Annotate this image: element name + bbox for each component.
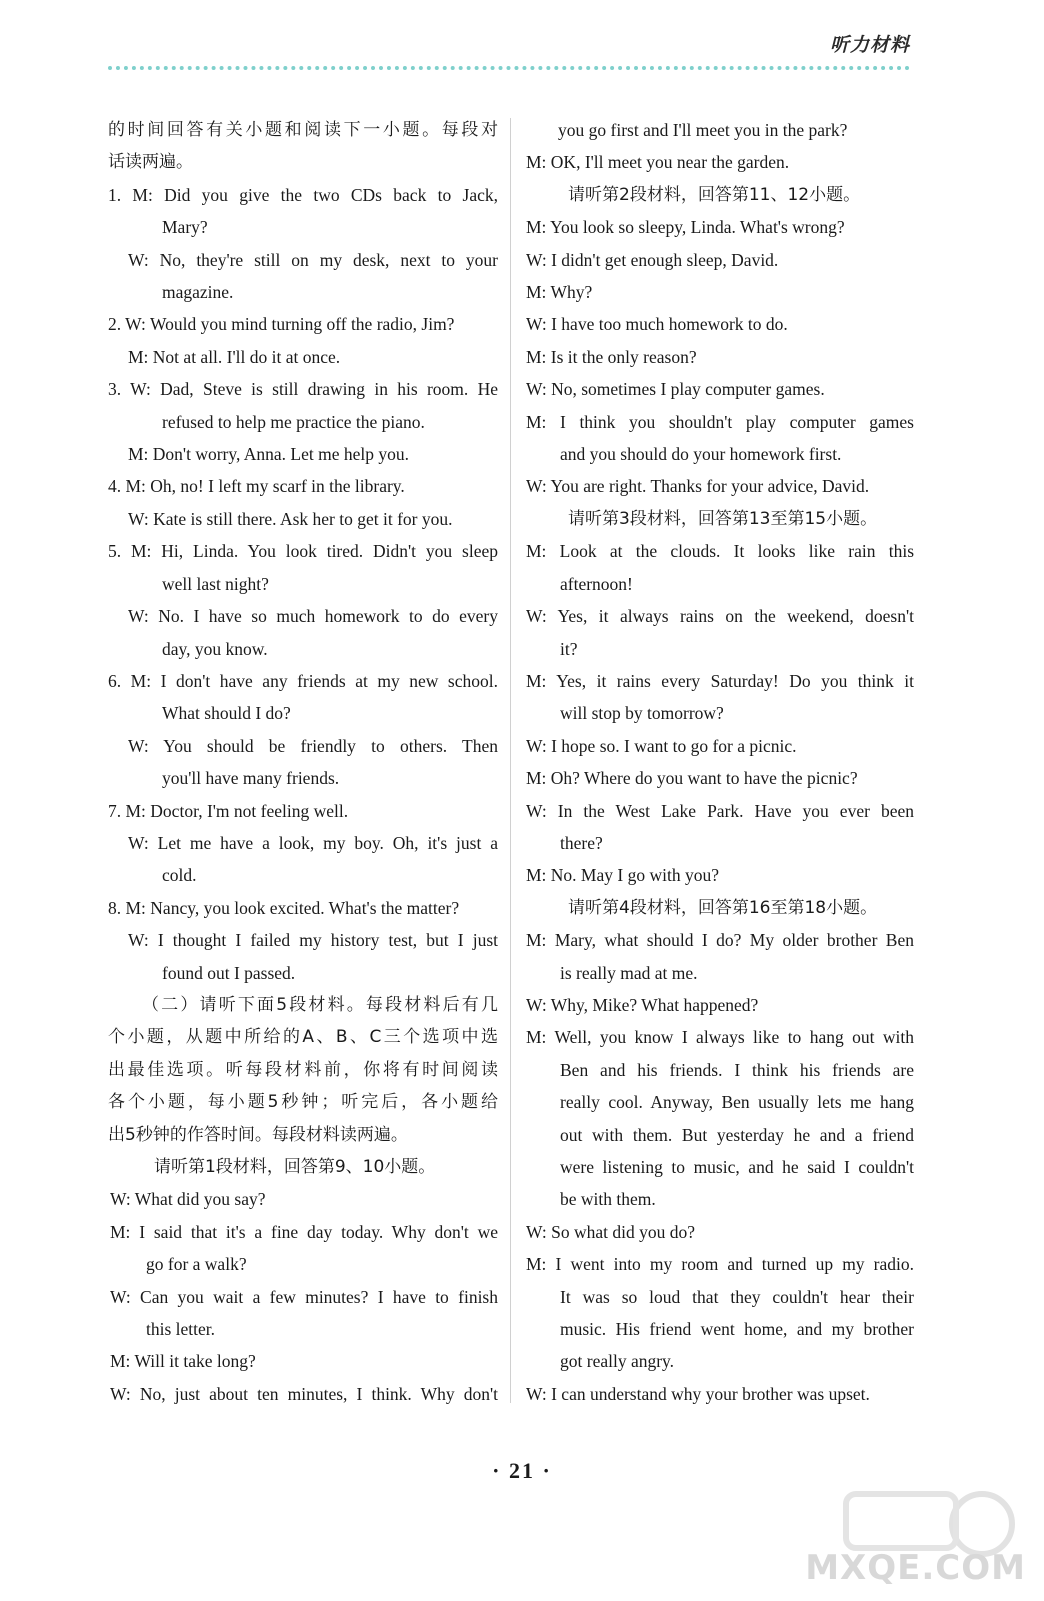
left-column-line: W: I thought I failed my history test, but I just bbox=[128, 930, 498, 951]
left-column-line: W: No, they're still on my desk, next to your bbox=[128, 249, 498, 270]
right-column-line: it? bbox=[560, 638, 578, 659]
right-column-line: got really angry. bbox=[560, 1351, 675, 1372]
left-column-line: 的时间回答有关小题和阅读下一小题。每段对 bbox=[108, 120, 498, 140]
right-column-line: M: Oh? Where do you want to have the picnic? bbox=[526, 768, 858, 789]
left-column-line: W: Let me have a look, my boy. Oh, it's just a bbox=[128, 832, 498, 853]
left-column-line: 出5秒钟的作答时间。每段材料读两遍。 bbox=[108, 1124, 408, 1145]
right-column-line: M: Look at the clouds. It looks like rain this bbox=[526, 541, 914, 562]
right-column-line: 请听第2段材料，回答第11、12小题。 bbox=[568, 184, 861, 205]
right-column-line: W: I can understand why your brother was upset. bbox=[526, 1383, 870, 1404]
right-column-line: 请听第3段材料，回答第13至第15小题。 bbox=[568, 508, 878, 529]
right-column-line: M: Is it the only reason? bbox=[526, 346, 697, 367]
left-column-line: this letter. bbox=[146, 1319, 216, 1340]
left-column-line: 6. M: I don't have any friends at my new school. bbox=[108, 670, 498, 691]
right-column-line: M: I went into my room and turned up my radio. bbox=[526, 1254, 914, 1275]
left-column-line: found out I passed. bbox=[162, 962, 296, 983]
right-column-line: you go first and I'll meet you in the park? bbox=[558, 120, 848, 140]
right-column-line: really cool. Anyway, Ben usually lets me hang bbox=[560, 1092, 914, 1113]
left-column-line: 4. M: Oh, no! I left my scarf in the library. bbox=[108, 476, 405, 497]
right-column-line: will stop by tomorrow? bbox=[560, 703, 724, 724]
left-column-line: W: No. I have so much homework to do every bbox=[128, 606, 498, 627]
left-column-line: 3. W: Dad, Steve is still drawing in his room. He bbox=[108, 379, 498, 400]
right-column-line: W: I didn't get enough sleep, David. bbox=[526, 249, 779, 270]
left-column-line: Mary? bbox=[162, 217, 208, 238]
right-column-line: Ben and his friends. I think his friends are bbox=[560, 1059, 914, 1080]
page-number: · 21 · bbox=[492, 1458, 552, 1483]
right-column-line: afternoon! bbox=[560, 573, 633, 594]
right-column-line: W: I hope so. I want to go for a picnic. bbox=[526, 735, 797, 756]
left-column-line: cold. bbox=[162, 865, 197, 886]
right-column-line: there? bbox=[560, 832, 603, 853]
right-column-line: out with them. But yesterday he and a friend bbox=[560, 1124, 914, 1145]
right-column-line: W: In the West Lake Park. Have you ever been bbox=[526, 800, 914, 821]
left-column-line: W: No, just about ten minutes, I think. Why don't bbox=[110, 1383, 498, 1404]
left-column-line: 2. W: Would you mind turning off the radio, Jim? bbox=[108, 314, 455, 335]
header-dotted-rule bbox=[108, 66, 910, 70]
left-column-line: day, you know. bbox=[162, 638, 268, 659]
left-column-line: go for a walk? bbox=[146, 1254, 247, 1275]
left-column-line: （二）请听下面5段材料。每段材料后有几 bbox=[142, 994, 498, 1015]
right-column-line: music. His friend went home, and my brother bbox=[560, 1319, 914, 1340]
left-column-line: well last night? bbox=[162, 573, 269, 594]
watermark-logo bbox=[776, 1480, 1036, 1596]
right-column-line: W: So what did you do? bbox=[526, 1221, 695, 1242]
column-divider bbox=[510, 118, 511, 1403]
right-column-line: It was so loud that they couldn't hear their bbox=[560, 1286, 914, 1307]
right-column-line: W: No, sometimes I play computer games. bbox=[526, 379, 825, 400]
left-column-line: 1. M: Did you give the two CDs back to Jack, bbox=[108, 184, 498, 205]
left-column-line: M: Don't worry, Anna. Let me help you. bbox=[128, 444, 409, 465]
left-column-line: M: Not at all. I'll do it at once. bbox=[128, 346, 341, 367]
left-column-line: 各个小题，每小题5秒钟；听完后，各小题给 bbox=[108, 1092, 498, 1113]
right-column-line: M: No. May I go with you? bbox=[526, 865, 719, 886]
right-column-line: M: Mary, what should I do? My older brother Ben bbox=[526, 930, 914, 951]
left-column-line: M: I said that it's a fine day today. Why don't we bbox=[110, 1221, 498, 1242]
left-column-line: 请听第1段材料，回答第9、10小题。 bbox=[154, 1157, 436, 1177]
page-header-title: 听力材料 bbox=[829, 34, 910, 56]
left-column-line: you'll have many friends. bbox=[162, 768, 340, 789]
right-column-line: W: You are right. Thanks for your advice, David. bbox=[526, 476, 870, 497]
right-column-line: and you should do your homework first. bbox=[560, 444, 842, 465]
right-column-line: were listening to music, and he said I couldn't bbox=[560, 1157, 914, 1177]
right-column bbox=[526, 114, 914, 1410]
left-column-line: 话读两遍。 bbox=[108, 152, 193, 173]
left-column-line: 个小题，从题中所给的A、B、C三个选项中选 bbox=[108, 1027, 498, 1048]
left-column-line: 出最佳选项。听每段材料前，你将有时间阅读 bbox=[108, 1059, 498, 1080]
right-column-line: be with them. bbox=[560, 1189, 656, 1210]
right-column-line: 请听第4段材料，回答第16至第18小题。 bbox=[568, 897, 878, 918]
left-column-line: 5. M: Hi, Linda. You look tired. Didn't you sleep bbox=[108, 541, 498, 562]
left-column-line: 8. M: Nancy, you look excited. What's the matter? bbox=[108, 897, 460, 918]
left-column-line: refused to help me practice the piano. bbox=[162, 411, 425, 432]
left-column-line: W: What did you say? bbox=[110, 1189, 266, 1210]
right-column-line: M: Why? bbox=[526, 282, 593, 303]
right-column-line: W: Why, Mike? What happened? bbox=[526, 994, 759, 1015]
right-column-line: M: OK, I'll meet you near the garden. bbox=[526, 152, 790, 173]
right-column-line: M: Yes, it rains every Saturday! Do you think it bbox=[526, 670, 914, 691]
right-column-line: W: I have too much homework to do. bbox=[526, 314, 788, 335]
right-column-line: M: Well, you know I always like to hang out with bbox=[526, 1027, 914, 1048]
left-column-line: magazine. bbox=[162, 282, 234, 303]
left-column bbox=[108, 114, 498, 1410]
right-column-line: M: I think you shouldn't play computer games bbox=[526, 411, 914, 432]
right-column-line: M: You look so sleepy, Linda. What's wrong? bbox=[526, 217, 845, 238]
left-column-line: What should I do? bbox=[162, 703, 291, 724]
left-column-line: W: You should be friendly to others. Then bbox=[128, 735, 498, 756]
left-column-line: M: Will it take long? bbox=[110, 1351, 256, 1372]
left-column-line: 7. M: Doctor, I'm not feeling well. bbox=[108, 800, 349, 821]
left-column-line: W: Can you wait a few minutes? I have to finish bbox=[110, 1286, 498, 1307]
left-column-line: W: Kate is still there. Ask her to get it for you. bbox=[128, 508, 453, 529]
right-column-line: is really mad at me. bbox=[560, 962, 698, 983]
watermark-text: MXQE.COM bbox=[805, 1548, 1026, 1588]
right-column-line: W: Yes, it always rains on the weekend, doesn't bbox=[526, 606, 914, 627]
